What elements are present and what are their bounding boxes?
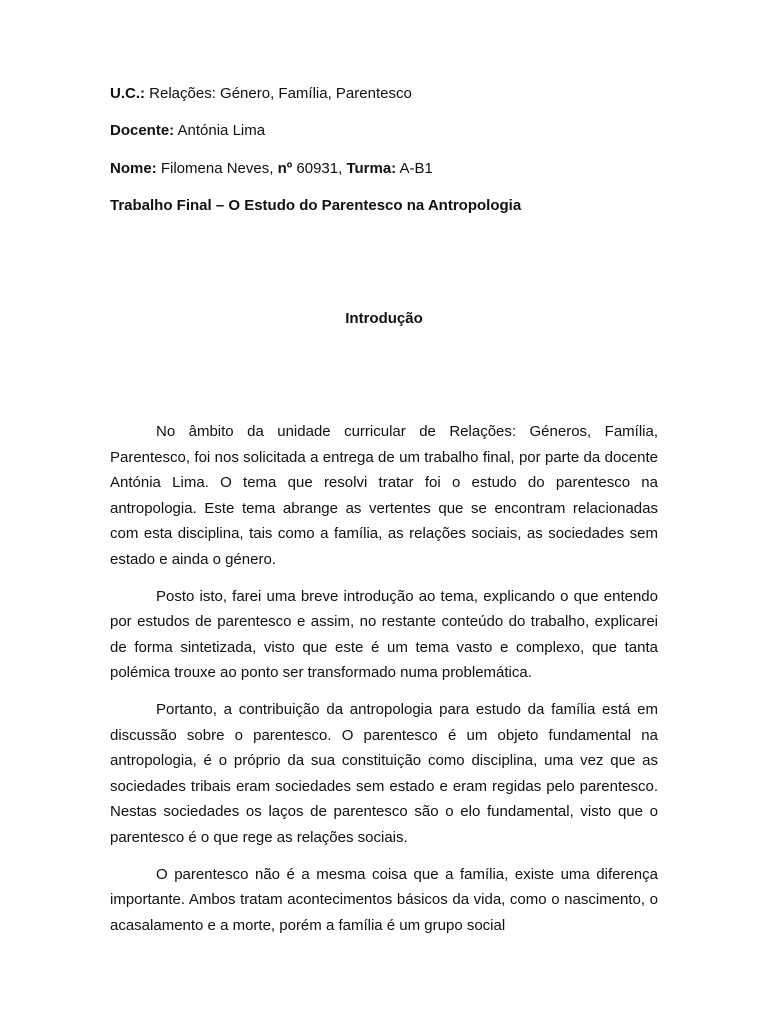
- document-title: Trabalho Final – O Estudo do Parentesco na Antropologia: [110, 197, 522, 214]
- nome-label: Nome:: [110, 160, 157, 177]
- nome-value: Filomena Neves,: [156, 160, 278, 177]
- document-body: [110, 419, 658, 949]
- paragraph: Portanto, a contribuição da antropologia para estudo da família está em discussão sobre o parentesco. O parentesco é um objeto fundamental na antropologia, é o próprio da sua constituição como disciplina, uma vez que as sociedades tribais eram sociedades sem estado e eram regidas pelo parentesco. Nestas sociedades os laços de parentesco são o elo fundamental, visto que o parentesco é o que rege as relações sociais.: [110, 700, 658, 846]
- turma-value: A-B1: [396, 160, 433, 177]
- paragraph: O parentesco não é a mesma coisa que a família, existe uma diferença importante. Ambos tratam acontecimentos básicos da vida, como o nascimento, o acasalamento e a morte, porém a família é um grupo social: [110, 865, 658, 934]
- uc-line: [110, 85, 412, 103]
- paragraph: No âmbito da unidade curricular de Relações: Géneros, Família, Parentesco, foi nos solicitada a entrega de um trabalho final, por parte da docente Antónia Lima. O tema que resolvi tratar foi o estudo do parentesco na antropologia. Este tema abrange as vertentes que se encontram relacionadas com esta disciplina, tais como a família, as relações sociais, as sociedades sem estado e ainda o género.: [110, 423, 658, 568]
- docente-label: Docente:: [110, 122, 175, 139]
- numero-label: nº: [277, 160, 293, 177]
- uc-label: U.C.:: [110, 85, 145, 102]
- student-line: [110, 160, 433, 178]
- turma-label: Turma:: [346, 160, 397, 177]
- numero-value: 60931,: [292, 160, 347, 177]
- paragraph: Posto isto, farei uma breve introdução ao tema, explicando o que entendo por estudos de parentesco e assim, no restante conteúdo do trabalho, explicarei de forma sintetizada, visto que este é um tema vasto e complexo, que tanta polémica trouxe ao ponto ser transformado numa problemática.: [110, 587, 658, 682]
- docente-value: Antónia Lima: [174, 122, 266, 139]
- section-heading: Introdução: [345, 310, 423, 327]
- docente-line: [110, 122, 265, 140]
- uc-value: Relações: Género, Família, Parentesco: [145, 85, 412, 102]
